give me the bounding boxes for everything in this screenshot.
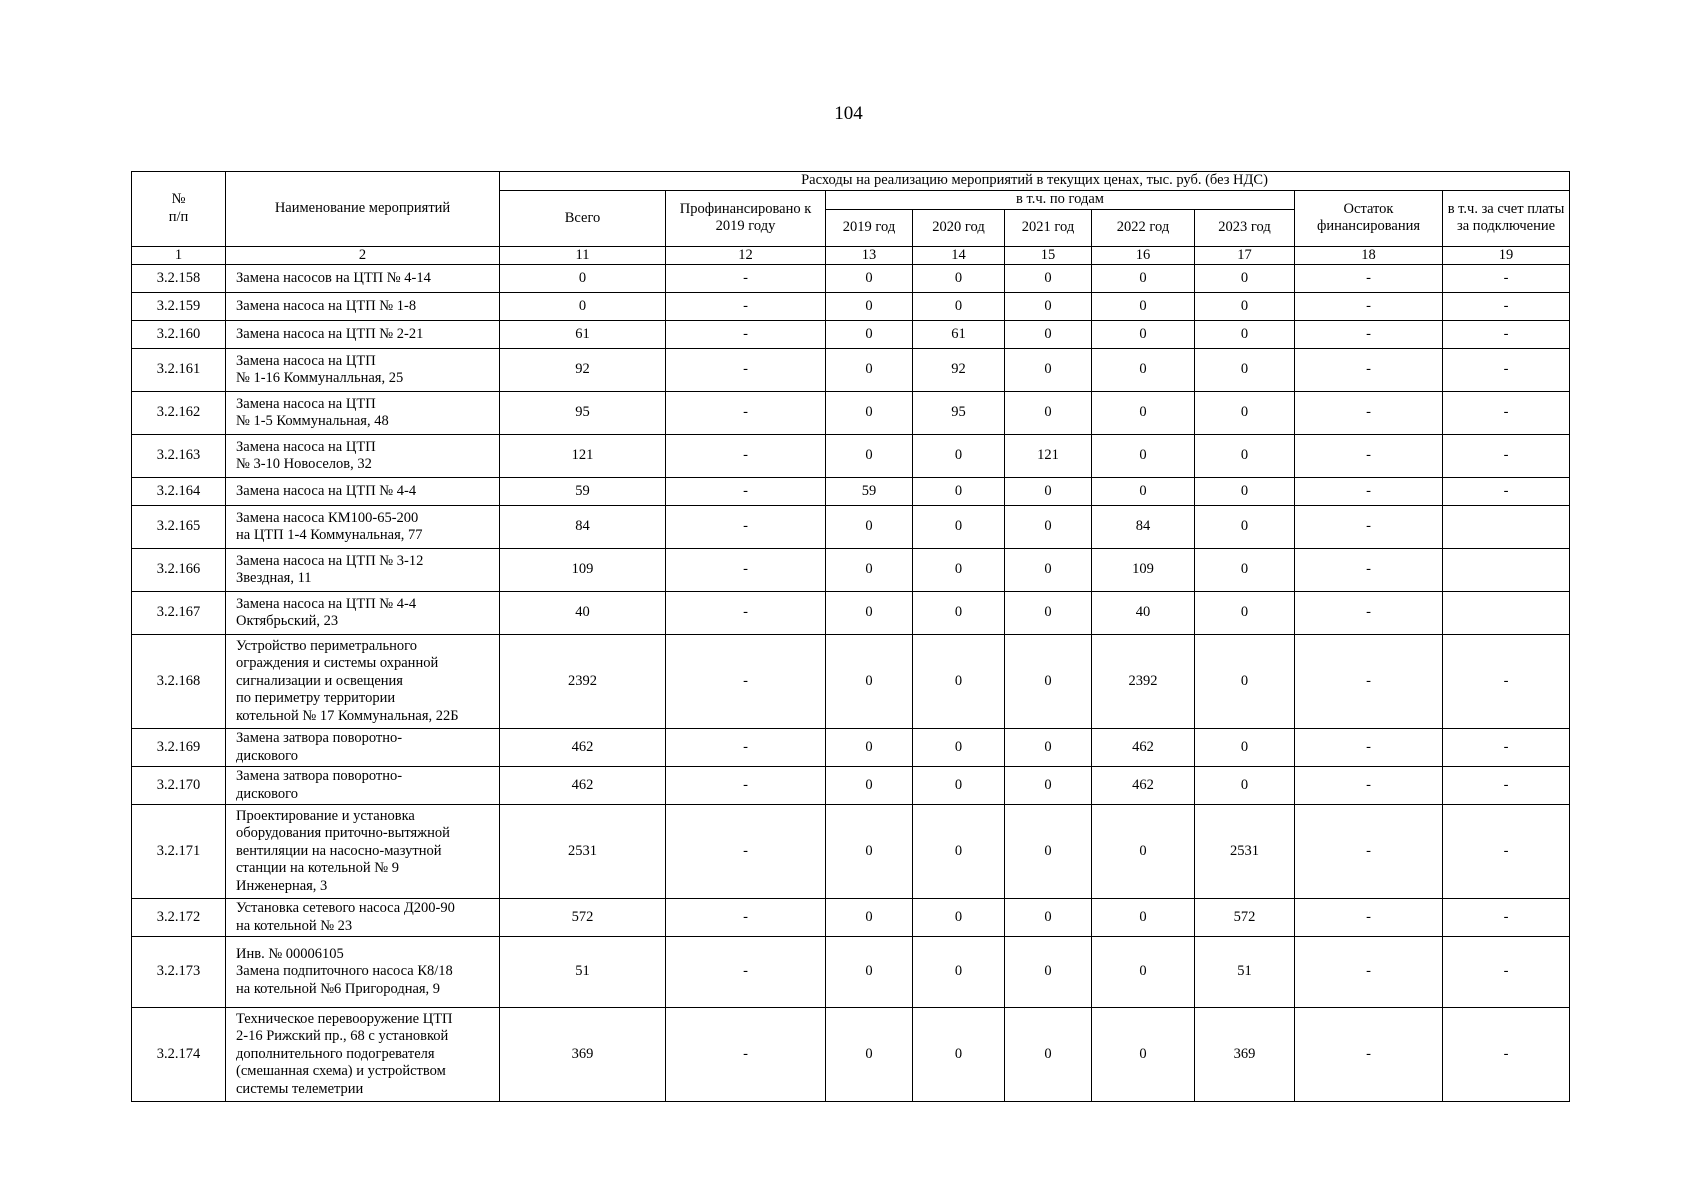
row-total: 109 [500, 549, 666, 592]
row-connection [1443, 549, 1570, 592]
row-connection: - [1443, 635, 1570, 729]
row-connection: - [1443, 805, 1570, 899]
row-2021: 121 [1005, 435, 1092, 478]
row-2023: 0 [1195, 729, 1295, 767]
row-2021: 0 [1005, 293, 1092, 321]
row-name: Замена насоса на ЦТП № 4-4 Октябрьский, 23 [226, 592, 500, 635]
row-2019: 0 [826, 729, 913, 767]
table-row [132, 549, 1570, 592]
header-total: Всего [500, 191, 666, 247]
table-row [132, 293, 1570, 321]
row-2020: 0 [913, 729, 1005, 767]
row-number: 3.2.163 [132, 435, 226, 478]
row-total: 61 [500, 321, 666, 349]
table-row [132, 349, 1570, 392]
row-2020: 0 [913, 435, 1005, 478]
header-by-years: в т.ч. по годам [826, 191, 1295, 210]
row-remainder: - [1295, 321, 1443, 349]
table-row [132, 392, 1570, 435]
row-2019: 0 [826, 899, 913, 937]
col-number-18: 18 [1295, 246, 1443, 265]
row-2020: 0 [913, 1008, 1005, 1102]
row-remainder: - [1295, 478, 1443, 506]
row-2022: 0 [1092, 805, 1195, 899]
row-total: 92 [500, 349, 666, 392]
col-number-19: 19 [1443, 246, 1570, 265]
row-number: 3.2.161 [132, 349, 226, 392]
row-remainder: - [1295, 265, 1443, 293]
row-total: 462 [500, 729, 666, 767]
row-financed: - [666, 392, 826, 435]
col-number-13: 13 [826, 246, 913, 265]
row-2021: 0 [1005, 767, 1092, 805]
table-row [132, 506, 1570, 549]
row-financed: - [666, 293, 826, 321]
row-2022: 462 [1092, 729, 1195, 767]
row-2023: 0 [1195, 506, 1295, 549]
row-2019: 0 [826, 392, 913, 435]
row-2022: 0 [1092, 1008, 1195, 1102]
row-2022: 0 [1092, 435, 1195, 478]
row-connection: - [1443, 1008, 1570, 1102]
row-2020: 0 [913, 506, 1005, 549]
row-name: Замена насоса на ЦТП № 3-12 Звездная, 11 [226, 549, 500, 592]
col-number-11: 11 [500, 246, 666, 265]
row-2020: 61 [913, 321, 1005, 349]
col-number-12: 12 [666, 246, 826, 265]
row-total: 59 [500, 478, 666, 506]
row-total: 462 [500, 767, 666, 805]
row-name: Замена насоса на ЦТП № 1-5 Коммунальная, 48 [226, 392, 500, 435]
row-2019: 0 [826, 435, 913, 478]
row-financed: - [666, 265, 826, 293]
row-name: Замена затвора поворотно- дискового [226, 729, 500, 767]
col-number-16: 16 [1092, 246, 1195, 265]
row-financed: - [666, 1008, 826, 1102]
row-name: Замена насоса на ЦТП № 2-21 [226, 321, 500, 349]
row-2021: 0 [1005, 265, 1092, 293]
row-name: Замена насоса на ЦТП № 1-8 [226, 293, 500, 321]
row-2021: 0 [1005, 937, 1092, 1008]
row-financed: - [666, 635, 826, 729]
row-2022: 0 [1092, 392, 1195, 435]
row-2021: 0 [1005, 592, 1092, 635]
row-remainder: - [1295, 805, 1443, 899]
row-name: Замена затвора поворотно- дискового [226, 767, 500, 805]
row-2021: 0 [1005, 1008, 1092, 1102]
row-remainder: - [1295, 506, 1443, 549]
row-2023: 0 [1195, 478, 1295, 506]
row-2019: 0 [826, 349, 913, 392]
table-body [132, 265, 1570, 1102]
row-connection [1443, 592, 1570, 635]
row-2021: 0 [1005, 478, 1092, 506]
row-2020: 95 [913, 392, 1005, 435]
col-number-1: 1 [132, 246, 226, 265]
row-2019: 0 [826, 937, 913, 1008]
row-2021: 0 [1005, 729, 1092, 767]
row-remainder: - [1295, 899, 1443, 937]
row-financed: - [666, 321, 826, 349]
row-number: 3.2.168 [132, 635, 226, 729]
row-connection: - [1443, 767, 1570, 805]
row-2019: 0 [826, 506, 913, 549]
table-row [132, 729, 1570, 767]
row-2022: 0 [1092, 899, 1195, 937]
table-row [132, 321, 1570, 349]
row-2019: 0 [826, 805, 913, 899]
row-total: 84 [500, 506, 666, 549]
row-number: 3.2.171 [132, 805, 226, 899]
row-2023: 0 [1195, 321, 1295, 349]
row-number: 3.2.174 [132, 1008, 226, 1102]
row-remainder: - [1295, 293, 1443, 321]
table-row [132, 635, 1570, 729]
row-2022: 0 [1092, 478, 1195, 506]
col-number-17: 17 [1195, 246, 1295, 265]
table-row [132, 767, 1570, 805]
row-2022: 462 [1092, 767, 1195, 805]
row-2022: 0 [1092, 937, 1195, 1008]
row-connection: - [1443, 937, 1570, 1008]
row-financed: - [666, 729, 826, 767]
row-number: 3.2.169 [132, 729, 226, 767]
row-total: 95 [500, 392, 666, 435]
row-2023: 369 [1195, 1008, 1295, 1102]
row-number: 3.2.166 [132, 549, 226, 592]
page-number: 104 [834, 103, 863, 124]
row-number: 3.2.160 [132, 321, 226, 349]
row-name: Замена насоса на ЦТП № 3-10 Новоселов, 32 [226, 435, 500, 478]
row-2023: 572 [1195, 899, 1295, 937]
row-total: 121 [500, 435, 666, 478]
row-financed: - [666, 805, 826, 899]
header-expenses: Расходы на реализацию мероприятий в текущих ценах, тыс. руб. (без НДС) [500, 172, 1570, 191]
row-connection [1443, 506, 1570, 549]
row-2022: 84 [1092, 506, 1195, 549]
row-2021: 0 [1005, 349, 1092, 392]
row-total: 40 [500, 592, 666, 635]
row-remainder: - [1295, 349, 1443, 392]
header-year-2020: 2020 год [913, 209, 1005, 246]
row-connection: - [1443, 321, 1570, 349]
row-number: 3.2.167 [132, 592, 226, 635]
row-2021: 0 [1005, 635, 1092, 729]
row-remainder: - [1295, 729, 1443, 767]
row-2020: 0 [913, 767, 1005, 805]
row-remainder: - [1295, 392, 1443, 435]
header-connection: в т.ч. за счет платы за подключение [1443, 191, 1570, 247]
header-year-2022: 2022 год [1092, 209, 1195, 246]
row-number: 3.2.158 [132, 265, 226, 293]
table-row [132, 265, 1570, 293]
header-year-2019: 2019 год [826, 209, 913, 246]
row-connection: - [1443, 293, 1570, 321]
row-2022: 0 [1092, 265, 1195, 293]
row-2022: 0 [1092, 349, 1195, 392]
row-total: 572 [500, 899, 666, 937]
row-2023: 0 [1195, 635, 1295, 729]
row-2020: 0 [913, 937, 1005, 1008]
row-2020: 0 [913, 592, 1005, 635]
header-year-2021: 2021 год [1005, 209, 1092, 246]
row-2021: 0 [1005, 899, 1092, 937]
row-financed: - [666, 937, 826, 1008]
row-total: 0 [500, 293, 666, 321]
row-2023: 51 [1195, 937, 1295, 1008]
row-2023: 0 [1195, 293, 1295, 321]
row-2020: 92 [913, 349, 1005, 392]
row-2023: 0 [1195, 435, 1295, 478]
row-number: 3.2.159 [132, 293, 226, 321]
row-connection: - [1443, 729, 1570, 767]
row-total: 2531 [500, 805, 666, 899]
row-name: Замена насоса на ЦТП № 1-16 Коммуналльная, 25 [226, 349, 500, 392]
row-2023: 0 [1195, 392, 1295, 435]
table-row [132, 592, 1570, 635]
row-name: Проектирование и установка оборудования приточно-вытяжной вентиляции на насосно-мазутной станции на котельной № 9 Инженерная, 3 [226, 805, 500, 899]
row-name: Инв. № 00006105 Замена подпиточного насоса К8/18 на котельной №6 Пригородная, 9 [226, 937, 500, 1008]
row-connection: - [1443, 435, 1570, 478]
row-2023: 0 [1195, 767, 1295, 805]
row-total: 369 [500, 1008, 666, 1102]
row-2020: 0 [913, 549, 1005, 592]
row-2023: 2531 [1195, 805, 1295, 899]
row-name: Установка сетевого насоса Д200-90 на котельной № 23 [226, 899, 500, 937]
row-remainder: - [1295, 937, 1443, 1008]
row-remainder: - [1295, 1008, 1443, 1102]
row-2022: 0 [1092, 321, 1195, 349]
row-remainder: - [1295, 435, 1443, 478]
table-row [132, 899, 1570, 937]
row-connection: - [1443, 478, 1570, 506]
row-connection: - [1443, 349, 1570, 392]
row-2023: 0 [1195, 592, 1295, 635]
row-financed: - [666, 767, 826, 805]
row-financed: - [666, 592, 826, 635]
row-2019: 59 [826, 478, 913, 506]
row-2022: 40 [1092, 592, 1195, 635]
row-2020: 0 [913, 478, 1005, 506]
row-2022: 109 [1092, 549, 1195, 592]
row-number: 3.2.162 [132, 392, 226, 435]
row-2021: 0 [1005, 506, 1092, 549]
row-name: Замена насоса КМ100-65-200 на ЦТП 1-4 Коммунальная, 77 [226, 506, 500, 549]
expenses-table [131, 171, 1570, 1102]
row-2019: 0 [826, 1008, 913, 1102]
row-financed: - [666, 899, 826, 937]
row-financed: - [666, 349, 826, 392]
row-total: 2392 [500, 635, 666, 729]
row-2019: 0 [826, 293, 913, 321]
header-name: Наименование мероприятий [226, 172, 500, 247]
row-number: 3.2.173 [132, 937, 226, 1008]
col-number-14: 14 [913, 246, 1005, 265]
row-remainder: - [1295, 635, 1443, 729]
header-financed: Профинансировано к 2019 году [666, 191, 826, 247]
table-row [132, 1008, 1570, 1102]
row-financed: - [666, 549, 826, 592]
row-connection: - [1443, 265, 1570, 293]
header-remainder: Остаток финансирования [1295, 191, 1443, 247]
row-2023: 0 [1195, 549, 1295, 592]
row-2021: 0 [1005, 805, 1092, 899]
row-remainder: - [1295, 549, 1443, 592]
row-financed: - [666, 435, 826, 478]
col-number-2: 2 [226, 246, 500, 265]
row-2022: 0 [1092, 293, 1195, 321]
col-number-15: 15 [1005, 246, 1092, 265]
row-number: 3.2.164 [132, 478, 226, 506]
row-name: Устройство периметрального ограждения и системы охранной сигнализации и освещения по периметру территории котельной № 17 Коммунальная, 22Б [226, 635, 500, 729]
row-remainder: - [1295, 592, 1443, 635]
header-num: № п/п [132, 172, 226, 247]
row-2020: 0 [913, 293, 1005, 321]
row-2019: 0 [826, 549, 913, 592]
row-connection: - [1443, 899, 1570, 937]
table-row [132, 435, 1570, 478]
row-connection: - [1443, 392, 1570, 435]
row-2020: 0 [913, 805, 1005, 899]
table-row [132, 937, 1570, 1008]
row-number: 3.2.170 [132, 767, 226, 805]
header-year-2023: 2023 год [1195, 209, 1295, 246]
row-2019: 0 [826, 321, 913, 349]
row-2021: 0 [1005, 392, 1092, 435]
row-name: Замена насосов на ЦТП № 4-14 [226, 265, 500, 293]
row-financed: - [666, 478, 826, 506]
row-2023: 0 [1195, 265, 1295, 293]
row-number: 3.2.165 [132, 506, 226, 549]
row-total: 51 [500, 937, 666, 1008]
row-2023: 0 [1195, 349, 1295, 392]
row-number: 3.2.172 [132, 899, 226, 937]
row-remainder: - [1295, 767, 1443, 805]
row-2021: 0 [1005, 549, 1092, 592]
row-2021: 0 [1005, 321, 1092, 349]
row-name: Техническое перевооружение ЦТП 2-16 Рижский пр., 68 с установкой дополнительного подогревателя (смешанная схема) и устройством системы телеметрии [226, 1008, 500, 1102]
row-total: 0 [500, 265, 666, 293]
row-2019: 0 [826, 265, 913, 293]
table-row [132, 478, 1570, 506]
row-2019: 0 [826, 767, 913, 805]
row-2020: 0 [913, 635, 1005, 729]
row-2020: 0 [913, 265, 1005, 293]
row-name: Замена насоса на ЦТП № 4-4 [226, 478, 500, 506]
row-2020: 0 [913, 899, 1005, 937]
row-2022: 2392 [1092, 635, 1195, 729]
row-2019: 0 [826, 592, 913, 635]
row-financed: - [666, 506, 826, 549]
row-2019: 0 [826, 635, 913, 729]
table-row [132, 805, 1570, 899]
